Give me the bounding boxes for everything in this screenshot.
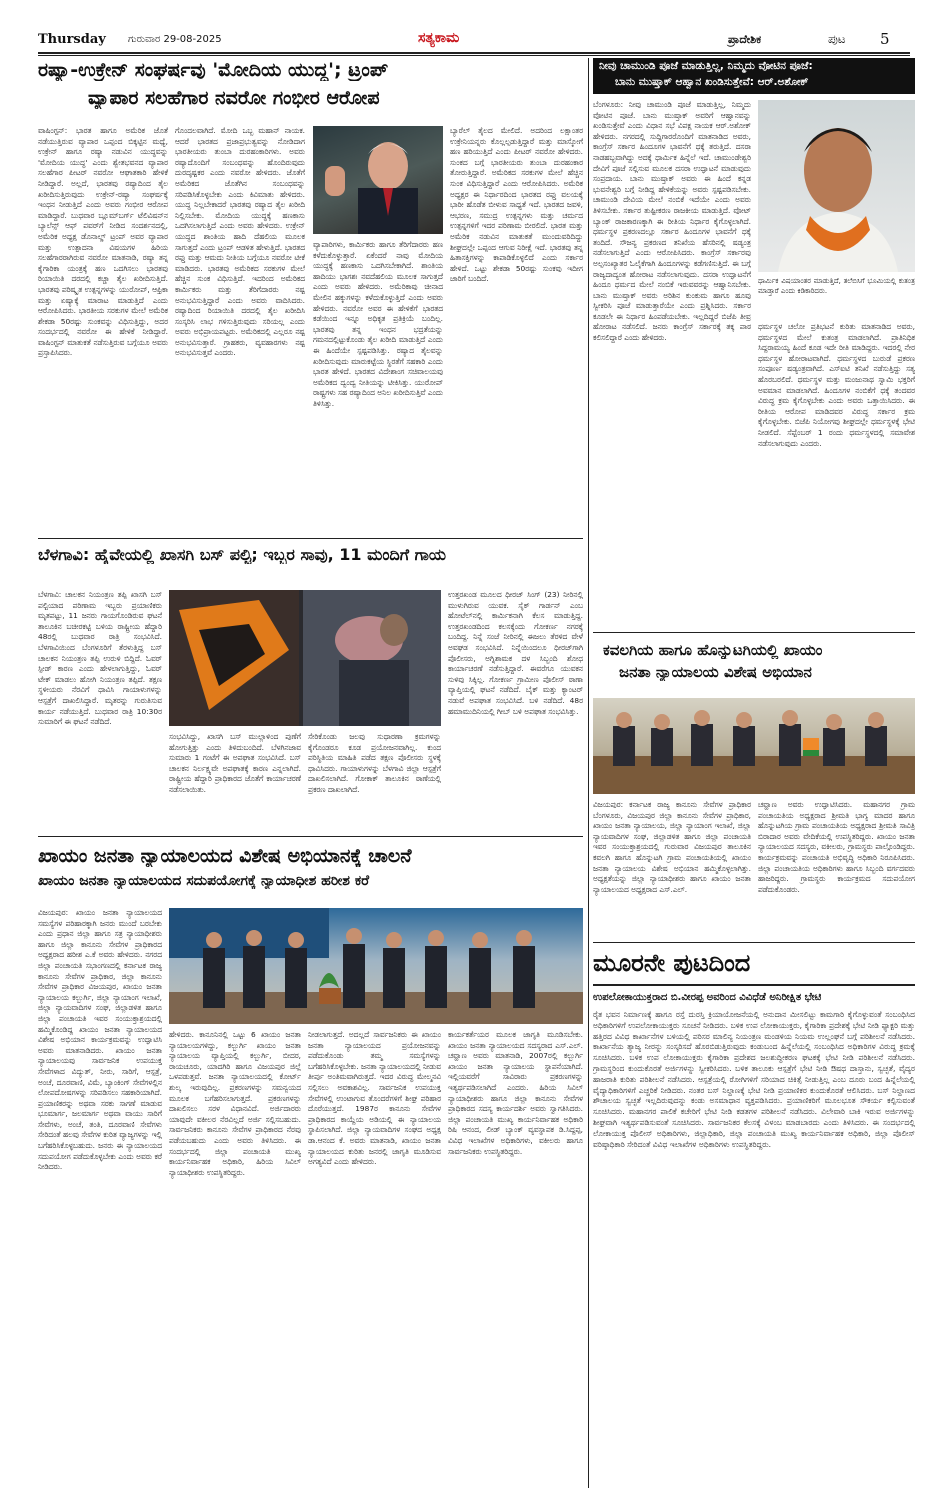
chamundi-bottom-rule <box>593 632 915 633</box>
masthead-rule-thin <box>38 55 910 56</box>
court-headline-2: ಖಾಯಂ ಜನತಾ ನ್ಯಾಯಾಲಯದ ಸದುಪಯೋಗಕ್ಕೆ ನ್ಯಾಯಾಧೀಶ ಹರೀಶ ಕರೆ <box>38 874 370 889</box>
camp-story <box>593 640 915 932</box>
lead-headline-1: ರಷ್ಯಾ-ಉಕ್ರೇನ್ ಸಂಘರ್ಷವು 'ಮೋದಿಯ ಯುದ್ಧ'; ಟ್ರಂಪ್ <box>38 60 389 81</box>
chamundi-story <box>593 58 915 628</box>
chamundi-photo-ashok <box>758 100 915 272</box>
bus-headline: ಬೆಳಗಾವಿ: ಹೈವೇಯಲ್ಲಿ ಖಾಸಗಿ ಬಸ್ ಪಲ್ಟಿ; ಇಬ್ಬರ ಸಾವು, 11 ಮಂದಿಗೆ ಗಾಯ <box>38 546 447 564</box>
chamundi-headline-2: ಬಾನು ಮುಷ್ತಾಕ್ ಆಹ್ವಾನ ಖಂಡಿಸುತ್ತೇವೆ: ಆರ್.ಅಶೋಕ್ <box>615 77 809 88</box>
bus-story <box>38 546 583 828</box>
masthead-page-label: ಪುಟ <box>828 32 846 46</box>
court-col-4: ಕಾರ್ಯಕರ್ತೆಯರ ಮೂಲಕ ಜಾಗೃತಿ ಮೂಡಿಸಬೇಕು. ಖಾಯಂ ಜನತಾ ನ್ಯಾಯಾಲಯದ ಸದಸ್ಯರಾದ ಎಸ್.ಎಲ್. ಚವ್ಹಾಣ ಅವರು ಮಾತನಾಡಿ, 2007ರಲ್ಲಿ ಕಲ್ಬುರ್ಗಿ ಖಾಯಂ ಜನತಾ ನ್ಯಾಯಾಲಯ ಸ್ಥಾಪನೆಯಾಗಿದೆ. ಇಲ್ಲಿಯವರೆಗೆ ಸಾವಿರಾರು ಪ್ರಕರಣಗಳನ್ನು ಇತ್ಯರ್ಥಪಡಿಸಲಾಗಿದೆ ಎಂದರು. ಹಿರಿಯ ಸಿವಿಲ್ ನ್ಯಾಯಾಧೀಶರು ಹಾಗೂ ಜಿಲ್ಲಾ ಕಾನೂನು ಸೇವೆಗಳ ಪ್ರಾಧಿಕಾರದ ಸದಸ್ಯ ಕಾರ್ಯದರ್ಶಿ ಅವರು ಸ್ವಾಗತಿಸಿದರು. ಜಿಲ್ಲಾ ಪಂಚಾಯತಿ ಮುಖ್ಯ ಕಾರ್ಯನಿರ್ವಾಹಕ ಅಧಿಕಾರಿ ರಿಷಿ ಆನಂದ, ಲೀಡ್ ಬ್ಯಾಂಕ್ ವ್ಯವಸ್ಥಾಪಕ ಡಿ.ಸಿದ್ದಪ್ಪ, ವಿವಿಧ ಇಲಾಖೆಗಳ ಅಧಿಕಾರಿಗಳು, ವಕೀಲರು ಹಾಗೂ ಸಾರ್ವಜನಿಕರು ಉಪಸ್ಥಿತರಿದ್ದರು. <box>448 1030 583 1156</box>
lead-story <box>38 60 583 530</box>
chamundi-headline-box <box>593 58 915 94</box>
court-col-3: ನೀಡಲಾಗುತ್ತದೆ. ಅದಲ್ಲದೆ ಸಾರ್ವಜನಿಕರು ಈ ಖಾಯಂ ಜನತಾ ನ್ಯಾಯಾಲಯದ ಪ್ರಯೋಜನವನ್ನು ಪಡೆದುಕೊಂಡು ತಮ್ಮ ಸಮಸ್ಯೆಗಳನ್ನು ಬಗೆಹರಿಸಿಕೊಳ್ಳಬೇಕು. ಜನತಾ ನ್ಯಾಯಾಲಯದಲ್ಲಿ ನೀಡುವ ತೀರ್ಪು ಅಂತಿಮವಾಗಿರುತ್ತದೆ. ಇದರ ವಿರುದ್ಧ ಮೇಲ್ಮನವಿ ಸಲ್ಲಿಸಲು ಅವಕಾಶವಿಲ್ಲ. ಸಾರ್ವಜನಿಕ ಉಪಯುಕ್ತ ಸೇವೆಗಳಲ್ಲಿ ಉಂಟಾಗುವ ತೊಂದರೆಗಳಿಗೆ ಶೀಘ್ರ ಪರಿಹಾರ ದೊರೆಯುತ್ತದೆ. 1987ರ ಕಾನೂನು ಸೇವೆಗಳ ಪ್ರಾಧಿಕಾರದ ಕಾಯ್ದೆಯ ಅಡಿಯಲ್ಲಿ ಈ ನ್ಯಾಯಾಲಯ ಸ್ಥಾಪಿಸಲಾಗಿದೆ. ಜಿಲ್ಲಾ ನ್ಯಾಯವಾದಿಗಳ ಸಂಘದ ಅಧ್ಯಕ್ಷ ಡಾ.ಆನಂದ ಕೆ. ಅವರು ಮಾತನಾಡಿ, ಖಾಯಂ ಜನತಾ ನ್ಯಾಯಾಲಯದ ಕುರಿತು ಜನರಲ್ಲಿ ಜಾಗೃತಿ ಮೂಡಿಸುವ ಅಗತ್ಯವಿದೆ ಎಂದು ಹೇಳಿದರು. <box>308 1030 441 1167</box>
masthead-day: Thursday <box>38 32 106 47</box>
lead-col-3: ವ್ಯಾಪಾರಿಗಳು, ಕಾರ್ಮಿಕರು ಹಾಗೂ ತೆರಿಗೆದಾರರು ಹಣ ಕಳೆದುಕೊಳ್ಳುತ್ತಾರೆ. ಏಕೆಂದರೆ ನಾವು ಮೋದಿಯ ಯುದ್ಧಕ್ಕೆ ಹಣಕಾಸು ಒದಗಿಸಬೇಕಾಗಿದೆ. ಶಾಂತಿಯ ಹಾದಿಯು ಭಾಗಶಃ ನವದೆಹಲಿಯ ಮೂಲಕ ಸಾಗುತ್ತದೆ ಎಂದು ಅವರು ಹೇಳಿದರು. ಅಮೆರಿಕಾವು ಚೀನಾದ ಮೇಲಿನ ಹಕ್ಕುಗಳನ್ನು ಕಳೆದುಕೊಳ್ಳುತ್ತಿದೆ ಎಂದು ಅವರು ಹೇಳಿದರು. ನವರೋ ಅವರ ಈ ಹೇಳಿಕೆಗೆ ಭಾರತದ ಕಡೆಯಿಂದ ಇನ್ನೂ ಅಧಿಕೃತ ಪ್ರತಿಕ್ರಿಯೆ ಬಂದಿಲ್ಲ. ಭಾರತವು ತನ್ನ ಇಂಧನ ಭದ್ರತೆಯನ್ನು ಗಮನದಲ್ಲಿಟ್ಟುಕೊಂಡು ತೈಲ ಖರೀದಿ ಮಾಡುತ್ತಿದೆ ಎಂದು ಈ ಹಿಂದೆಯೇ ಸ್ಪಷ್ಟಪಡಿಸಿತ್ತು. ರಷ್ಯಾದ ತೈಲವನ್ನು ಖರೀದಿಸುವುದು ಮಾರುಕಟ್ಟೆಯ ಸ್ಥಿರತೆಗೆ ಸಹಕಾರಿ ಎಂದು ಭಾರತ ಹೇಳಿದೆ. ಭಾರತದ ವಿದೇಶಾಂಗ ಸಚಿವಾಲಯವು ಅಮೆರಿಕದ ದ್ವಂದ್ವ ನೀತಿಯನ್ನು ಟೀಕಿಸಿತ್ತು. ಯುರೋಪ್ ರಾಷ್ಟ್ರಗಳು ಸಹ ರಷ್ಯಾದಿಂದ ಅನಿಲ ಖರೀದಿಸುತ್ತಿವೆ ಎಂದು ತಿಳಿಸಿತ್ತು. <box>313 240 443 408</box>
frompage3-headline-rule <box>593 984 915 986</box>
frompage3-top-rule <box>593 942 915 943</box>
camp-headline-1: ಕವಲಗಿಯ ಹಾಗೂ ಹೊನ್ನುಟಗಿಯಲ್ಲಿ ಖಾಯಂ <box>603 642 823 659</box>
frompage3-subhead: ಉಪಲೋಕಾಯುಕ್ತರಾದ ಬಿ.ವೀರಪ್ಪ ಅವರಿಂದ ವಿವಿಧೆಡೆ ಅನಿರೀಕ್ಷಿತ ಭೇಟಿ <box>593 992 822 1003</box>
bus-col-3: ಸೇರಿಕೊಂಡು ಜಲವು ಸುಧಾರಣಾ ಕ್ರಮಗಳನ್ನು ಕೈಗೊಂಡರೂ ಕೂಡ ಪ್ರಯೋಜನವಾಗಿಲ್ಲ. ಕುಂದ ಪರಿಸ್ಥಿತಿಯ ಮಾಹಿತಿ ಪಡೆದ ತಕ್ಷಣ ಪೊಲೀಸರು ಸ್ಥಳಕ್ಕೆ ಧಾವಿಸಿದರು. ಗಾಯಾಳುಗಳನ್ನು ಬೆಳಗಾವಿ ಜಿಲ್ಲಾ ಆಸ್ಪತ್ರೆಗೆ ದಾಖಲಿಸಲಾಗಿದೆ. ಗೋಕಾಕ್ ತಾಲೂಕಿನ ಠಾಣೆಯಲ್ಲಿ ಪ್ರಕರಣ ದಾಖಲಾಗಿದೆ. <box>308 732 441 794</box>
court-photo <box>169 908 583 1024</box>
court-top-rule <box>38 836 583 837</box>
court-story <box>38 846 583 1496</box>
bus-top-rule <box>38 538 583 539</box>
masthead-date: ಗುರುವಾರ 29-08-2025 <box>128 34 222 45</box>
masthead-logo: ಸತ್ಯಕಾಮ <box>418 30 460 46</box>
bus-col-2: ಸಂಭವಿಸಿದ್ದು, ಖಾಸಗಿ ಬಸ್ ಮುಲ್ಲಾಳಿಂದ ಪುಣೆಗೆ ಹೋಗುತ್ತಿತ್ತು ಎಂದು ತಿಳಿದುಬಂದಿದೆ. ಬೆಳಗಿನಜಾವ ಸುಮಾರು 1 ಗಂಟೆಗೆ ಈ ಅಪಘಾತ ಸಂಭವಿಸಿದೆ. ಬಸ್ ಚಾಲಕನ ನಿರ್ಲಕ್ಷ್ಯವೇ ಅಪಘಾತಕ್ಕೆ ಕಾರಣ ಎನ್ನಲಾಗಿದೆ. ರಾಷ್ಟ್ರೀಯ ಹೆದ್ದಾರಿ ಪ್ರಾಧಿಕಾರದ ಜೊತೆಗೆ ಕಾರ್ಯಾಚರಣೆ ನಡೆಸಲಾಯಿತು. <box>169 732 301 794</box>
masthead-section: ಪ್ರಾದೇಶಿಕ <box>728 33 762 46</box>
frompage3-body: ರೈತ ಭವನ ನಿರ್ಮಾಣಕ್ಕೆ ಹಾಗೂ ರಸ್ತೆ ದುರಸ್ತಿ ಕ್ರಿಯಾಯೋಜನೆಯಲ್ಲಿ ಅನುದಾನ ಮೀಸಲಿಟ್ಟು ಕಾಮಗಾರಿ ಕೈಗೊಳ್ಳುವಂತೆ ಸಂಬಂಧಿಸಿದ ಅಧಿಕಾರಿಗಳಿಗೆ ಉಪಲೋಕಾಯುಕ್ತರು ಸೂಚನೆ ನೀಡಿದರು. ಬಳಿಕ ಉಪ ಲೋಕಾಯುಕ್ತರು, ಕೈಗಾರಿಕಾ ಪ್ರದೇಶಕ್ಕೆ ಭೇಟಿ ನೀಡಿ ಫ್ಯಾಕ್ಟರಿ ಮತ್ತು ಹತ್ತಿರದ ವಿವಿಧ ಕಾರ್ಖಾನೆಗಳ ಬಳಿಯಲ್ಲಿ ಪರಿಸರ ಮಾಲಿನ್ಯ ನಿಯಂತ್ರಣ ಮಂಡಳಿಯ ನಿಯಮ ಉಲ್ಲಂಘನೆ ಬಗ್ಗೆ ಪರಿಶೀಲನೆ ನಡೆಸಿದರು. ಕಾರ್ಖಾನೆಯ ತ್ಯಾಜ್ಯ ನೀರನ್ನು ಸಂಸ್ಕರಿಸದೆ ಹೊರಬಿಡುತ್ತಿರುವುದು ಕಂಡುಬಂದ ಹಿನ್ನೆಲೆಯಲ್ಲಿ ಸಂಬಂಧಿಸಿದ ಅಧಿಕಾರಿಗಳ ವಿರುದ್ಧ ಕ್ರಮಕ್ಕೆ ಸೂಚಿಸಿದರು. ಬಳಿಕ ಉಪ ಲೋಕಾಯುಕ್ತರು ಕೈಗಾರಿಕಾ ಪ್ರದೇಶದ ಜಲಶುದ್ಧೀಕರಣ ಘಟಕಕ್ಕೆ ಭೇಟಿ ನೀಡಿ ಪರಿಶೀಲನೆ ನಡೆಸಿದರು. ಗ್ರಾಮಸ್ಥರಿಂದ ಕುಂದುಕೊರತೆ ಅರ್ಜಿಗಳನ್ನು ಸ್ವೀಕರಿಸಿದರು. ಬಳಿಕ ತಾಲೂಕು ಆಸ್ಪತ್ರೆಗೆ ಭೇಟಿ ನೀಡಿ ಔಷಧ ದಾಸ್ತಾನು, ಸ್ವಚ್ಛತೆ, ವೈದ್ಯರ ಹಾಜರಾತಿ ಕುರಿತು ಪರಿಶೀಲನೆ ನಡೆಸಿದರು. ಆಸ್ಪತ್ರೆಯಲ್ಲಿ ರೋಗಿಗಳಿಗೆ ಸರಿಯಾದ ಚಿಕಿತ್ಸೆ ನೀಡುತ್ತಿಲ್ಲ ಎಂಬ ದೂರು ಬಂದ ಹಿನ್ನೆಲೆಯಲ್ಲಿ ವೈದ್ಯಾಧಿಕಾರಿಗಳಿಗೆ ಎಚ್ಚರಿಕೆ ನೀಡಿದರು. ನಂತರ ಬಸ್ ನಿಲ್ದಾಣಕ್ಕೆ ಭೇಟಿ ನೀಡಿ ಪ್ರಯಾಣಿಕರ ಕುಂದುಕೊರತೆ ಆಲಿಸಿದರು. ಬಸ್ ನಿಲ್ದಾಣದ ಶೌಚಾಲಯ ಸ್ವಚ್ಛತೆ ಇಲ್ಲದಿರುವುದನ್ನು ಕಂಡು ಅಸಮಾಧಾನ ವ್ಯಕ್ತಪಡಿಸಿದರು. ಪ್ರಯಾಣಿಕರಿಗೆ ಮೂಲಭೂತ ಸೌಕರ್ಯ ಕಲ್ಪಿಸುವಂತೆ ಸೂಚಿಸಿದರು. ಮಹಾನಗರ ಪಾಲಿಕೆ ಕಚೇರಿಗೆ ಭೇಟಿ ನೀಡಿ ಕಡತಗಳ ಪರಿಶೀಲನೆ ನಡೆಸಿದರು. ವಿಲೇವಾರಿ ಬಾಕಿ ಇರುವ ಅರ್ಜಿಗಳನ್ನು ಶೀಘ್ರವಾಗಿ ಇತ್ಯರ್ಥಪಡಿಸುವಂತೆ ಸೂಚಿಸಿದರು. ಸಾರ್ವಜನಿಕರ ಕೆಲಸಕ್ಕೆ ವಿಳಂಬ ಮಾಡಬಾರದು ಎಂದು ತಿಳಿಸಿದರು. ಈ ಸಂದರ್ಭದಲ್ಲಿ ಲೋಕಾಯುಕ್ತ ಪೊಲೀಸ್ ಅಧಿಕಾರಿಗಳು, ಜಿಲ್ಲಾಧಿಕಾರಿ, ಜಿಲ್ಲಾ ಪಂಚಾಯತಿ ಮುಖ್ಯ ಕಾರ್ಯನಿರ್ವಾಹಕ ಅಧಿಕಾರಿ, ಜಿಲ್ಲಾ ಪೊಲೀಸ್ ವರಿಷ್ಠಾಧಿಕಾರಿ ಸೇರಿದಂತೆ ವಿವಿಧ ಇಲಾಖೆಗಳ ಅಧಿಕಾರಿಗಳು ಉಪಸ್ಥಿತರಿದ್ದರು. <box>593 1010 915 1149</box>
vertical-divider <box>588 58 589 1488</box>
chamundi-headline-1: ನೀವು ಚಾಮುಂಡಿ ಪೂಜೆ ಮಾಡುತ್ತಿಲ್ಲ, ನಿಮ್ಮದು ವೋಟಿನ ಪೂಜೆ: <box>599 61 813 72</box>
lead-col-4: ಬ್ಯಾರೆಲ್ ತೈಲದ ಮೇಲಿದೆ. ಅದರಿಂದ ಲಕ್ಷಾಂತರ ಉಕ್ರೇನಿಯನ್ನರು ಕೊಲ್ಲಲ್ಪಡುತ್ತಿದ್ದಾರೆ ಮತ್ತು ಮಾಸ್ಕೋಗೆ ಹಣ ಹರಿಯುತ್ತಿದೆ ಎಂದು ಪೀಟರ್ ನವರೋ ಹೇಳಿದರು. ಸುಂಕದ ಬಗ್ಗೆ ಭಾರತೀಯರು ತುಂಬಾ ದುರಹಂಕಾರ ತೋರುತ್ತಿದ್ದಾರೆ. ಅಮೆರಿಕದ ಸರಕುಗಳ ಮೇಲೆ ಹೆಚ್ಚಿನ ಸುಂಕ ವಿಧಿಸುತ್ತಿದ್ದಾರೆ ಎಂದು ಆರೋಪಿಸಿದರು. ಅಮೆರಿಕ ಅಧ್ಯಕ್ಷರ ಈ ನಿರ್ಧಾರದಿಂದ ಭಾರತದ ರಫ್ತು ವಲಯಕ್ಕೆ ಭಾರೀ ಹೊಡೆತ ಬೀಳುವ ಸಾಧ್ಯತೆ ಇದೆ. ಭಾರತದ ಜವಳಿ, ಆಭರಣ, ಸಮುದ್ರ ಉತ್ಪನ್ನಗಳು ಮತ್ತು ಚರ್ಮದ ಉತ್ಪನ್ನಗಳಿಗೆ ಇದರ ಪರಿಣಾಮ ಬೀರಲಿದೆ. ಭಾರತ ಮತ್ತು ಅಮೆರಿಕ ನಡುವಿನ ಮಾತುಕತೆ ಮುಂದುವರಿದಿದ್ದು ಶೀಘ್ರದಲ್ಲೇ ಒಪ್ಪಂದ ಆಗುವ ನಿರೀಕ್ಷೆ ಇದೆ. ಭಾರತವು ತನ್ನ ಹಿತಾಸಕ್ತಿಗಳನ್ನು ಕಾಪಾಡಿಕೊಳ್ಳಲಿದೆ ಎಂದು ಸರ್ಕಾರ ಹೇಳಿದೆ. ಒಟ್ಟು ಶೇಕಡಾ 50ರಷ್ಟು ಸುಂಕವು ಇದೀಗ ಜಾರಿಗೆ ಬಂದಿದೆ. <box>450 126 583 284</box>
frompage3-headline: ಮೂರನೇ ಪುಟದಿಂದ <box>593 950 751 977</box>
chamundi-photo-caption: ಧಾರ್ಮಿಕ ವಿಷಯಾಂತರ ಮಾಡುತ್ತಿದೆ, ತಲೆಬಿಸಿಗೆ ಭೂಮಿಯಲ್ಲಿ ಕುತಂತ್ರ ಮಾಡ್ತಾರೆ ಎಂದು ಕಿಡಿಕಾರಿದರು. <box>758 277 915 295</box>
bus-photo <box>169 590 441 726</box>
camp-col-2: ಚವ್ಹಾಣ ಅವರು ಉದ್ಘಾಟಿಸಿದರು. ಮಹಾನಗರ ಗ್ರಾಮ ಪಂಚಾಯತಿಯ ಅಧ್ಯಕ್ಷರಾದ ಶ್ರೀಮತಿ ಭಾಗ್ಯ ಮಾದರ ಹಾಗೂ ಹೊನ್ನುಟಗಿಯ ಗ್ರಾಮ ಪಂಚಾಯತಿಯ ಅಧ್ಯಕ್ಷರಾದ ಶ್ರೀಮತಿ ಸಾವಿತ್ರಿ ಬಿರಾದಾರ ಅವರು ವೇದಿಕೆಯಲ್ಲಿ ಉಪಸ್ಥಿತರಿದ್ದರು. ಖಾಯಂ ಜನತಾ ನ್ಯಾಯಾಲಯದ ಸದಸ್ಯರು, ವಕೀಲರು, ಗ್ರಾಮಸ್ಥರು ಪಾಲ್ಗೊಂಡಿದ್ದರು. ಕಾರ್ಯಕ್ರಮವನ್ನು ಪಂಚಾಯತಿ ಅಭಿವೃದ್ಧಿ ಅಧಿಕಾರಿ ನಿರೂಪಿಸಿದರು. ಜಿಲ್ಲಾ ಪಂಚಾಯತಿಯ ಅಧಿಕಾರಿಗಳು ಹಾಗೂ ಸಿಬ್ಬಂದಿ ವರ್ಗದವರು ಹಾಜರಿದ್ದರು. ಗ್ರಾಮಸ್ಥರು ಕಾರ್ಯಕ್ರಮದ ಸದುಪಯೋಗ ಪಡೆದುಕೊಂಡರು. <box>758 800 915 894</box>
lead-headline-2: ವ್ಯಾಪಾರ ಸಲಹೆಗಾರ ನವರೋ ಗಂಭೀರ ಆರೋಪ <box>88 88 380 109</box>
court-col-1: ವಿಜಯಪುರ: ಖಾಯಂ ಜನತಾ ನ್ಯಾಯಾಲಯದ ಸಮಸ್ಯೆಗಳ ಪರಿಹಾರಕ್ಕಾಗಿ ಜನರು ಮುಂದೆ ಬರಬೇಕು ಎಂದು ಪ್ರಧಾನ ಜಿಲ್ಲಾ ಹಾಗೂ ಸತ್ರ ನ್ಯಾಯಾಧೀಶರು ಹಾಗೂ ಜಿಲ್ಲಾ ಕಾನೂನು ಸೇವೆಗಳ ಪ್ರಾಧಿಕಾರದ ಅಧ್ಯಕ್ಷರಾದ ಹರೀಶ ಎ.ಕೆ ಅವರು ಹೇಳಿದರು. ನಗರದ ಜಿಲ್ಲಾ ಪಂಚಾಯತಿ ಸಭಾಂಗಣದಲ್ಲಿ ಕರ್ನಾಟಕ ರಾಜ್ಯ ಕಾನೂನು ಸೇವೆಗಳ ಪ್ರಾಧಿಕಾರ, ಜಿಲ್ಲಾ ಕಾನೂನು ಸೇವೆಗಳ ಪ್ರಾಧಿಕಾರ ವಿಜಯಪುರ, ಖಾಯಂ ಜನತಾ ನ್ಯಾಯಾಲಯ ಕಲ್ಬುರ್ಗಿ, ಜಿಲ್ಲಾ ನ್ಯಾಯಾಂಗ ಇಲಾಖೆ, ಜಿಲ್ಲಾ ನ್ಯಾಯವಾದಿಗಳ ಸಂಘ, ಜಿಲ್ಲಾಡಳಿತ ಹಾಗೂ ಜಿಲ್ಲಾ ಪಂಚಾಯತಿ ಇವರ ಸಂಯುಕ್ತಾಶ್ರಯದಲ್ಲಿ ಹಮ್ಮಿಕೊಂಡಿದ್ದ ಖಾಯಂ ಜನತಾ ನ್ಯಾಯಾಲಯದ ವಿಶೇಷ ಅಭಿಯಾನ ಕಾರ್ಯಕ್ರಮವನ್ನು ಉದ್ಘಾಟಿಸಿ ಅವರು ಮಾತನಾಡಿದರು. ಖಾಯಂ ಜನತಾ ನ್ಯಾಯಾಲಯವು ಸಾರ್ವಜನಿಕ ಉಪಯುಕ್ತ ಸೇವೆಗಳಾದ ವಿದ್ಯುತ್, ನೀರು, ಸಾರಿಗೆ, ಆಸ್ಪತ್ರೆ, ಅಂಚೆ, ದೂರವಾಣಿ, ವಿಮೆ, ಬ್ಯಾಂಕಿಂಗ್ ಸೇವೆಗಳಲ್ಲಿನ ಲೋಪದೋಷಗಳನ್ನು ಸರಿಪಡಿಸಲು ಸಹಕಾರಿಯಾಗಿದೆ. ಪ್ರಯಾಣಿಕರನ್ನು ಅಥವಾ ಸರಕು ಸಾಗಣೆ ಮಾಡುವ ಭೂಮಾರ್ಗ, ಜಲಮಾರ್ಗ ಅಥವಾ ವಾಯು ಸಾರಿಗೆ ಸೇವೆಗಳು, ಅಂಚೆ, ತಂತಿ, ದೂರವಾಣಿ ಸೇವೆಗಳು ಸೇರಿದಂತೆ ಹಲವು ಸೇವೆಗಳ ಕುರಿತ ವ್ಯಾಜ್ಯಗಳನ್ನು ಇಲ್ಲಿ ಬಗೆಹರಿಸಿಕೊಳ್ಳಬಹುದು. ಜನರು ಈ ನ್ಯಾಯಾಲಯದ ಸದುಪಯೋಗ ಪಡೆದುಕೊಳ್ಳಬೇಕು ಎಂದು ಅವರು ಕರೆ ನೀಡಿದರು. <box>38 908 162 1172</box>
lead-col-1: ವಾಷಿಂಗ್ಟನ್: ಭಾರತ ಹಾಗೂ ಅಮೆರಿಕ ಜೊತೆ ನಡೆಯುತ್ತಿರುವ ವ್ಯಾಪಾರ ಒಪ್ಪಂದ ಬಿಕ್ಕಟ್ಟಿನ ಮಧ್ಯೆ, ಉಕ್ರೇನ್ ಹಾಗೂ ರಷ್ಯಾ ನಡುವಿನ ಯುದ್ಧವನ್ನು 'ಮೋದಿಯ ಯುದ್ಧ' ಎಂದು ಶ್ವೇತಭವನದ ವ್ಯಾಪಾರ ಸಲಹೆಗಾರ ಪೀಟರ್ ನವರೋ ಆಘಾತಕಾರಿ ಹೇಳಿಕೆ ನೀಡಿದ್ದಾರೆ. ಅಲ್ಲದೆ, ಭಾರತವು ರಷ್ಯಾದಿಂದ ತೈಲ ಖರೀದಿಸುತ್ತಿರುವುದು ಉಕ್ರೇನ್-ರಷ್ಯಾ ಸಂಘರ್ಷಕ್ಕೆ ಇಂಧನ ನೀಡುತ್ತಿದೆ ಎಂದು ಅವರು ಗಂಭೀರ ಆರೋಪ ಮಾಡಿದ್ದಾರೆ. ಬುಧವಾರ ಬ್ಲೂಮ್‌ಬರ್ಗ್ ಟೆಲಿವಿಷನ್‌ನ ಬ್ಯಾಲೆನ್ಸ್ ಆಫ್ ಪವರ್‌ಗೆ ನೀಡಿದ ಸಂದರ್ಶನದಲ್ಲಿ, ಅಮೆರಿಕ ಅಧ್ಯಕ್ಷ ಡೊನಾಲ್ಡ್ ಟ್ರಂಪ್ ಅವರ ವ್ಯಾಪಾರ ಮತ್ತು ಉತ್ಪಾದನಾ ವಿಷಯಗಳ ಹಿರಿಯ ಸಲಹೆಗಾರರಾಗಿರುವ ನವರೋ ಮಾತನಾಡಿ, ರಷ್ಯಾ ತನ್ನ ಕೈಗಾರಿಕಾ ಯಂತ್ರಕ್ಕೆ ಹಣ ಒದಗಿಸಲು ಭಾರತವು ರಿಯಾಯಿತಿ ದರದಲ್ಲಿ ಕಚ್ಚಾ ತೈಲ ಖರೀದಿಸುತ್ತಿದೆ. ಭಾರತವು ಪರಿಷ್ಕೃತ ಉತ್ಪನ್ನಗಳನ್ನು ಯುರೋಪ್, ಆಫ್ರಿಕಾ ಮತ್ತು ಏಷ್ಯಾಕ್ಕೆ ಮಾರಾಟ ಮಾಡುತ್ತಿದೆ ಎಂದು ಆರೋಪಿಸಿದರು. ಭಾರತೀಯ ಸರಕುಗಳ ಮೇಲೆ ಅಮೆರಿಕ ಶೇಕಡಾ 50ರಷ್ಟು ಸುಂಕವನ್ನು ವಿಧಿಸುತ್ತಿದ್ದು, ಅದರ ಸಂದರ್ಭದಲ್ಲಿ ನವರೋ ಈ ಹೇಳಿಕೆ ನೀಡಿದ್ದಾರೆ. ವಾಷಿಂಗ್ಟನ್ ಮಾತುಕತೆ ನಡೆಸುತ್ತಿರುವ ಬಗ್ಗೆಯೂ ಅವರು ಪ್ರಸ್ತಾಪಿಸಿದರು. <box>38 126 168 358</box>
masthead-rule <box>38 52 910 54</box>
bus-col-4: ಉತ್ತರಖಂಡ ಮೂಲದ ಧೀರಜ್ ಸಿಂಗ್ (23) ನೀರಿನಲ್ಲಿ ಮುಳುಗಿರುವ ಯುವಕ. ಸೈಕ್ ಗಾರ್ಡನ್ ಎಂಬ ಹೋಟೆಲ್‌ನಲ್ಲಿ ಕಾರ್ಮಿಕನಾಗಿ ಕೆಲಸ ಮಾಡುತ್ತಿದ್ದ. ಉತ್ತರಖಂಡದಿಂದ ಕಲಸಕ್ಕೆಂದು ಗೋಕರ್ಣ ನಗರಕ್ಕೆ ಬಂದಿದ್ದ. ನಿನ್ನೆ ಸಂಜೆ ನೀರಿನಲ್ಲಿ ಈಜಲು ತೆರಳಿದ ವೇಳೆ ಅವಘಡ ಸಂಭವಿಸಿದೆ. ನಿನ್ನೆಯಿಂದಲೂ ಧೀರಜ್‌ಗಾಗಿ ಪೊಲೀಸರು, ಅಗ್ನಿಶಾಮಕ ದಳ ಸಿಬ್ಬಂದಿ ಶೋಧ ಕಾರ್ಯಾಚರಣೆ ನಡೆಸುತ್ತಿದ್ದಾರೆ. ಈವರೆಗೂ ಯುವಕನ ಸುಳಿವು ಸಿಕ್ಕಿಲ್ಲ. ಗೋಕರ್ಣ ಗ್ರಾಮೀಣ ಪೊಲೀಸ್ ಠಾಣಾ ವ್ಯಾಪ್ತಿಯಲ್ಲಿ ಘಟನೆ ನಡೆದಿದೆ. ಬೈಕ್ ಮತ್ತು ಕ್ಯಾಂಟರ್ ನಡುವೆ ಅಪಘಾತ ಸಂಭವಿಸಿದೆ. ಬಳಿ ನಡೆದಿದೆ. 48ರ ಹಮಾಮುದಿನಿಯಲ್ಲಿ ಗೀಬ್ ಬಳಿ ಅಪಘಾತ ಸಂಭವಿಸಿತ್ತು. <box>448 590 583 716</box>
bus-col-1: ಬೆಳಗಾವಿ: ಚಾಲಕನ ನಿಯಂತ್ರಣ ತಪ್ಪಿ ಖಾಸಗಿ ಬಸ್ ಪಲ್ಟಿಯಾದ ಪರಿಣಾಮ ಇಬ್ಬರು ಪ್ರಯಾಣಿಕರು ಮೃತಪಟ್ಟು, 11 ಜನರು ಗಾಯಗೊಂಡಿರುವ ಘಟನೆ ತಾಲೂಕಿನ ಬಚೀರಕಟ್ಟಿ ಬಳಿಯ ರಾಷ್ಟ್ರೀಯ ಹೆದ್ದಾರಿ 48ರಲ್ಲಿ ಬುಧವಾರ ರಾತ್ರಿ ಸಂಭವಿಸಿದೆ. ಬೆಳಗಾವಿಯಿಂದ ಬೆಂಗಳೂರಿಗೆ ತೆರಳುತ್ತಿದ್ದ ಬಸ್ ಚಾಲಕನ ನಿಯಂತ್ರಣ ತಪ್ಪಿ ಉರುಳಿ ಬಿದ್ದಿದೆ. ಓವರ್ ಸ್ಪೀಡ್ ಕಾರಣ ಎಂದು ಹೇಳಲಾಗುತ್ತಿದ್ದು, ಓವರ್ ಟೇಕ್ ಮಾಡಲು ಹೋಗಿ ನಿಯಂತ್ರಣ ತಪ್ಪಿದೆ. ತಕ್ಷಣ ಸ್ಥಳೀಯರು ನೆರವಿಗೆ ಧಾವಿಸಿ ಗಾಯಾಳುಗಳನ್ನು ಆಸ್ಪತ್ರೆಗೆ ದಾಖಲಿಸಿದ್ದಾರೆ. ಮೃತರನ್ನು ಗುರುತಿಸುವ ಕಾರ್ಯ ನಡೆಯುತ್ತಿದೆ. ಬುಧವಾರ ರಾತ್ರಿ 10:30ರ ಸುಮಾರಿಗೆ ಈ ಘಟನೆ ನಡೆದಿದೆ. <box>38 590 162 727</box>
masthead-page-number: 5 <box>880 30 890 48</box>
camp-col-1: ವಿಜಯಪುರ: ಕರ್ನಾಟಕ ರಾಜ್ಯ ಕಾನೂನು ಸೇವೆಗಳ ಪ್ರಾಧಿಕಾರ ಬೆಂಗಳೂರು, ವಿಜಯಪುರ ಜಿಲ್ಲಾ ಕಾನೂನು ಸೇವೆಗಳ ಪ್ರಾಧಿಕಾರ, ಖಾಯಂ ಜನತಾ ನ್ಯಾಯಾಲಯ, ಜಿಲ್ಲಾ ನ್ಯಾಯಾಂಗ ಇಲಾಖೆ, ಜಿಲ್ಲಾ ನ್ಯಾಯವಾದಿಗಳ ಸಂಘ, ಜಿಲ್ಲಾಡಳಿತ ಹಾಗೂ ಜಿಲ್ಲಾ ಪಂಚಾಯತಿ ಇವರ ಸಂಯುಕ್ತಾಶ್ರಯದಲ್ಲಿ ಗುರುವಾರ ವಿಜಯಪುರ ತಾಲೂಕಿನ ಕವಲಗಿ ಹಾಗೂ ಹೊನ್ನುಟಗಿ ಗ್ರಾಮ ಪಂಚಾಯತಿಯಲ್ಲಿ ಖಾಯಂ ಜನತಾ ನ್ಯಾಯಾಲಯ ವಿಶೇಷ ಅಭಿಯಾನ ಹಮ್ಮಿಕೊಳ್ಳಲಾಗಿತ್ತು. ಅಧ್ಯಕ್ಷತೆಯನ್ನು ಜಿಲ್ಲಾ ನ್ಯಾಯಾಧೀಶರು ಹಾಗೂ ಖಾಯಂ ಜನತಾ ನ್ಯಾಯಾಲಯದ ಅಧ್ಯಕ್ಷರಾದ ಎಸ್.ಎಲ್. <box>593 800 751 894</box>
court-col-2: ಹೇಳಿದರು. ಕಾನೂನಿನಲ್ಲಿ ಒಟ್ಟು 6 ಖಾಯಂ ಜನತಾ ನ್ಯಾಯಾಲಯಗಳಿದ್ದು, ಕಲ್ಬುರ್ಗಿ ಖಾಯಂ ಜನತಾ ನ್ಯಾಯಾಲಯ ವ್ಯಾಪ್ತಿಯಲ್ಲಿ ಕಲ್ಬುರ್ಗಿ, ಬೀದರ, ರಾಯಚೂರು, ಯಾದಗಿರಿ ಹಾಗೂ ವಿಜಯಪುರ ಜಿಲ್ಲೆ ಒಳಪಡುತ್ತವೆ. ಜನತಾ ನ್ಯಾಯಾಲಯದಲ್ಲಿ ಕೋರ್ಟ್ ಶುಲ್ಕ ಇರುವುದಿಲ್ಲ. ಪ್ರಕರಣಗಳನ್ನು ಸಮನ್ವಯದ ಮೂಲಕ ಬಗೆಹರಿಸಲಾಗುತ್ತದೆ. ಪ್ರಕರಣಗಳನ್ನು ದಾಖಲಿಸಲು ಸರಳ ವಿಧಾನವಿದೆ. ಅರ್ಜಿದಾರರು ಯಾವುದೇ ವಕೀಲರ ನೆರವಿಲ್ಲದೆ ಅರ್ಜಿ ಸಲ್ಲಿಸಬಹುದು. ಸಾರ್ವಜನಿಕರು ಕಾನೂನು ಸೇವೆಗಳ ಪ್ರಾಧಿಕಾರದ ನೆರವು ಪಡೆಯಬಹುದು ಎಂದು ಅವರು ತಿಳಿಸಿದರು. ಈ ಸಂದರ್ಭದಲ್ಲಿ ಜಿಲ್ಲಾ ಪಂಚಾಯತಿ ಮುಖ್ಯ ಕಾರ್ಯನಿರ್ವಾಹಕ ಅಧಿಕಾರಿ, ಹಿರಿಯ ಸಿವಿಲ್ ನ್ಯಾಯಾಧೀಶರು ಉಪಸ್ಥಿತರಿದ್ದರು. <box>169 1030 301 1177</box>
chamundi-body-2: ಧರ್ಮಸ್ಥಳ ಚಲೋ ಪ್ರತಿಭಟನೆ ಕುರಿತು ಮಾತನಾಡಿದ ಅವರು, ಧರ್ಮಸ್ಥಳದ ಮೇಲೆ ಕುತಂತ್ರ ಮಾಡಲಾಗಿದೆ. ಪ್ರಾತಿನಿಧಿಕ ಸಿದ್ದರಾಮಯ್ಯ ಹಿಂದೆ ಕೂಡ ಇದೇ ರೀತಿ ಮಾಡಿದ್ದರು. ಇದರಲ್ಲಿ ನೇರ ಧರ್ಮಸ್ಥಳ ಹೋರಾಟವಾಗಿದೆ. ಧರ್ಮಸ್ಥಳದ ಬುರುಡೆ ಪ್ರಕರಣ ಸಂಪೂರ್ಣ ಷಡ್ಯಂತ್ರವಾಗಿದೆ. ಎಸ್‌ಐಟಿ ತನಿಖೆ ನಡೆಸುತ್ತಿದ್ದು ಸತ್ಯ ಹೊರಬರಲಿದೆ. ಧರ್ಮಸ್ಥಳ ಮತ್ತು ಮಂಜುನಾಥ ಸ್ವಾಮಿ ಭಕ್ತರಿಗೆ ಅವಮಾನ ಮಾಡಲಾಗಿದೆ. ಹಿಂದೂಗಳ ನಂಬಿಕೆಗೆ ಧಕ್ಕೆ ತಂದವರ ವಿರುದ್ಧ ಕ್ರಮ ಕೈಗೊಳ್ಳಬೇಕು ಎಂದು ಅವರು ಒತ್ತಾಯಿಸಿದರು. ಈ ರೀತಿಯ ಆರೋಪ ಮಾಡಿದವರ ವಿರುದ್ಧ ಸರ್ಕಾರ ಕ್ರಮ ಕೈಗೊಳ್ಳಬೇಕು. ಬಿಜೆಪಿ ನಿಯೋಗವು ಶೀಘ್ರದಲ್ಲೇ ಧರ್ಮಸ್ಥಳಕ್ಕೆ ಭೇಟಿ ನೀಡಲಿದೆ. ಸೆಪ್ಟೆಂಬರ್ 1 ರಂದು ಧರ್ಮಸ್ಥಳದಲ್ಲಿ ಸಮಾವೇಶ ನಡೆಸಲಾಗುವುದು ಎಂದರು. <box>758 322 915 448</box>
camp-photo <box>593 698 915 794</box>
camp-headline-2: ಜನತಾ ನ್ಯಾಯಾಲಯ ವಿಶೇಷ ಅಭಿಯಾನ <box>619 664 812 681</box>
masthead <box>38 30 910 52</box>
frompage3-story <box>593 950 915 1496</box>
chamundi-body: ಬೆಂಗಳೂರು: ನೀವು ಚಾಮುಂಡಿ ಪೂಜೆ ಮಾಡುತ್ತಿಲ್ಲ, ನಿಮ್ಮದು ವೋಟಿನ ಪೂಜೆ. ಬಾನು ಮುಷ್ತಾಕ್ ಅವರಿಗೆ ಆಹ್ವಾನವನ್ನು ಖಂಡಿಸುತ್ತೇವೆ ಎಂದು ವಿಧಾನ ಸಭೆ ವಿಪಕ್ಷ ನಾಯಕ ಆರ್.ಅಶೋಕ್ ಹೇಳಿದರು. ನಗರದಲ್ಲಿ ಸುದ್ದಿಗಾರರೊಂದಿಗೆ ಮಾತನಾಡಿದ ಅವರು, ಕಾಂಗ್ರೆಸ್ ಸರ್ಕಾರ ಹಿಂದೂಗಳ ಭಾವನೆಗೆ ಧಕ್ಕೆ ತರುತ್ತಿದೆ. ದಸರಾ ನಾಡಹಬ್ಬವಾಗಿದ್ದು ಅದಕ್ಕೆ ಧಾರ್ಮಿಕ ಹಿನ್ನೆಲೆ ಇದೆ. ಚಾಮುಂಡೇಶ್ವರಿ ದೇವಿಗೆ ಪೂಜೆ ಸಲ್ಲಿಸುವ ಮೂಲಕ ದಸರಾ ಉದ್ಘಾಟನೆ ಮಾಡುವುದು ಸಂಪ್ರದಾಯ. ಬಾನು ಮುಷ್ತಾಕ್ ಅವರು ಈ ಹಿಂದೆ ಕನ್ನಡ ಭುವನೇಶ್ವರಿ ಬಗ್ಗೆ ನೀಡಿದ್ದ ಹೇಳಿಕೆಯನ್ನು ಅವರು ಸ್ಪಷ್ಟಪಡಿಸಬೇಕು. ಚಾಮುಂಡಿ ದೇವಿಯ ಮೇಲೆ ನಂಬಿಕೆ ಇದೆಯೇ ಎಂದು ಅವರು ತಿಳಿಸಬೇಕು. ಸರ್ಕಾರ ತುಷ್ಟೀಕರಣ ರಾಜಕೀಯ ಮಾಡುತ್ತಿದೆ. ವೋಟ್ ಬ್ಯಾಂಕ್ ರಾಜಕಾರಣಕ್ಕಾಗಿ ಈ ರೀತಿಯ ನಿರ್ಧಾರ ಕೈಗೊಳ್ಳಲಾಗಿದೆ. ಧರ್ಮಸ್ಥಳ ಪ್ರಕರಣದಲ್ಲೂ ಸರ್ಕಾರ ಹಿಂದೂಗಳ ಭಾವನೆಗೆ ಧಕ್ಕೆ ತಂದಿದೆ. ಸೌಜನ್ಯ ಪ್ರಕರಣದ ತನಿಖೆಯ ಹೆಸರಿನಲ್ಲಿ ಷಡ್ಯಂತ್ರ ನಡೆಸಲಾಗುತ್ತಿದೆ ಎಂದು ಆರೋಪಿಸಿದರು. ಕಾಂಗ್ರೆಸ್ ಸರ್ಕಾರವು ಅಲ್ಪಸಂಖ್ಯಾತರ ಓಲೈಕೆಗಾಗಿ ಹಿಂದೂಗಳನ್ನು ಕಡೆಗಣಿಸುತ್ತಿದೆ. ಈ ಬಗ್ಗೆ ರಾಜ್ಯದಾದ್ಯಂತ ಹೋರಾಟ ನಡೆಸಲಾಗುವುದು. ದಸರಾ ಉದ್ಘಾಟನೆಗೆ ಹಿಂದೂ ಧರ್ಮದ ಮೇಲೆ ನಂಬಿಕೆ ಇರುವವರನ್ನು ಆಹ್ವಾನಿಸಬೇಕು. ಬಾನು ಮುಷ್ತಾಕ್ ಅವರು ಅರಿಶಿನ ಕುಂಕುಮ ಹಾಗೂ ಹೂವು ಸ್ವೀಕರಿಸಿ ಪೂಜೆ ಮಾಡುತ್ತಾರೆಯೇ ಎಂದು ಪ್ರಶ್ನಿಸಿದರು. ಸರ್ಕಾರ ಕೂಡಲೇ ಈ ನಿರ್ಧಾರ ಹಿಂಪಡೆಯಬೇಕು. ಇಲ್ಲದಿದ್ದರೆ ಬಿಜೆಪಿ ತೀವ್ರ ಹೋರಾಟ ನಡೆಸಲಿದೆ. ಜನರು ಕಾಂಗ್ರೆಸ್ ಸರ್ಕಾರಕ್ಕೆ ತಕ್ಕ ಪಾಠ ಕಲಿಸಲಿದ್ದಾರೆ ಎಂದು ಹೇಳಿದರು. <box>593 100 751 343</box>
court-headline-1: ಖಾಯಂ ಜನತಾ ನ್ಯಾಯಾಲಯದ ವಿಶೇಷ ಅಭಿಯಾನಕ್ಕೆ ಚಾಲನೆ <box>38 846 412 867</box>
lead-photo-navarro <box>313 126 443 234</box>
lead-col-2: ಗೊಂದಲವಾಗಿದೆ. ಮೋದಿ ಒಬ್ಬ ಮಹಾನ್ ನಾಯಕ. ಆದರೆ ಭಾರತದ ಪ್ರಜಾಪ್ರಭುತ್ವವನ್ನು ನೋಡಿದಾಗ ಭಾರತೀಯರು ತುಂಬಾ ದುರಹಂಕಾರಿಗಳು. ಅವರು ರಷ್ಯಾದೊಂದಿಗೆ ಸಂಬಂಧವನ್ನು ಹೊಂದಿರುವುದು ದುರದೃಷ್ಟಕರ ಎಂದು ನವರೋ ಹೇಳಿದರು. ಜೊತೆಗೆ ಅಮೆರಿಕದ ಜೊತೆಗಿನ ಸಂಬಂಧವನ್ನು ಸರಿಪಡಿಸಿಕೊಳ್ಳಬೇಕು ಎಂದು ಕಿವಿಮಾತು ಹೇಳಿದರು. ಯುದ್ಧ ನಿಲ್ಲಬೇಕಾದರೆ ಭಾರತವು ರಷ್ಯಾದ ತೈಲ ಖರೀದಿ ನಿಲ್ಲಿಸಬೇಕು. ಮೋದಿಯ ಯುದ್ಧಕ್ಕೆ ಹಣಕಾಸು ಒದಗಿಸಲಾಗುತ್ತಿದೆ ಎಂದು ಅವರು ಹೇಳಿದರು. ಉಕ್ರೇನ್ ಯುದ್ಧದ ಶಾಂತಿಯ ಹಾದಿ ದೆಹಲಿಯ ಮೂಲಕ ಸಾಗುತ್ತದೆ ಎಂದು ಟ್ರಂಪ್ ಆಡಳಿತ ಹೇಳುತ್ತಿದೆ. ಭಾರತದ ರಫ್ತು ಮತ್ತು ಆಮದು ನೀತಿಯ ಬಗ್ಗೆಯೂ ನವರೋ ಟೀಕೆ ಮಾಡಿದರು. ಭಾರತವು ಅಮೆರಿಕದ ಸರಕುಗಳ ಮೇಲೆ ಹೆಚ್ಚಿನ ಸುಂಕ ವಿಧಿಸುತ್ತಿದೆ. ಇದರಿಂದ ಅಮೆರಿಕದ ಕಾರ್ಮಿಕರು ಮತ್ತು ತೆರಿಗೆದಾರರು ನಷ್ಟ ಅನುಭವಿಸುತ್ತಿದ್ದಾರೆ ಎಂದು ಅವರು ವಾದಿಸಿದರು. ರಷ್ಯಾದಿಂದ ರಿಯಾಯಿತಿ ದರದಲ್ಲಿ ತೈಲ ಖರೀದಿಸಿ ಸಂಸ್ಕರಿಸಿ ಲಾಭ ಗಳಿಸುತ್ತಿರುವುದು ಸರಿಯಲ್ಲ ಎಂದು ಅವರು ಅಭಿಪ್ರಾಯಪಟ್ಟರು. ಅಮೆರಿಕದಲ್ಲಿ ಎಲ್ಲರೂ ನಷ್ಟ ಅನುಭವಿಸುತ್ತಾರೆ. ಗ್ರಾಹಕರು, ವ್ಯವಹಾರಗಳು ನಷ್ಟ ಅನುಭವಿಸುತ್ತವೆ ಎಂದರು. <box>175 126 305 358</box>
